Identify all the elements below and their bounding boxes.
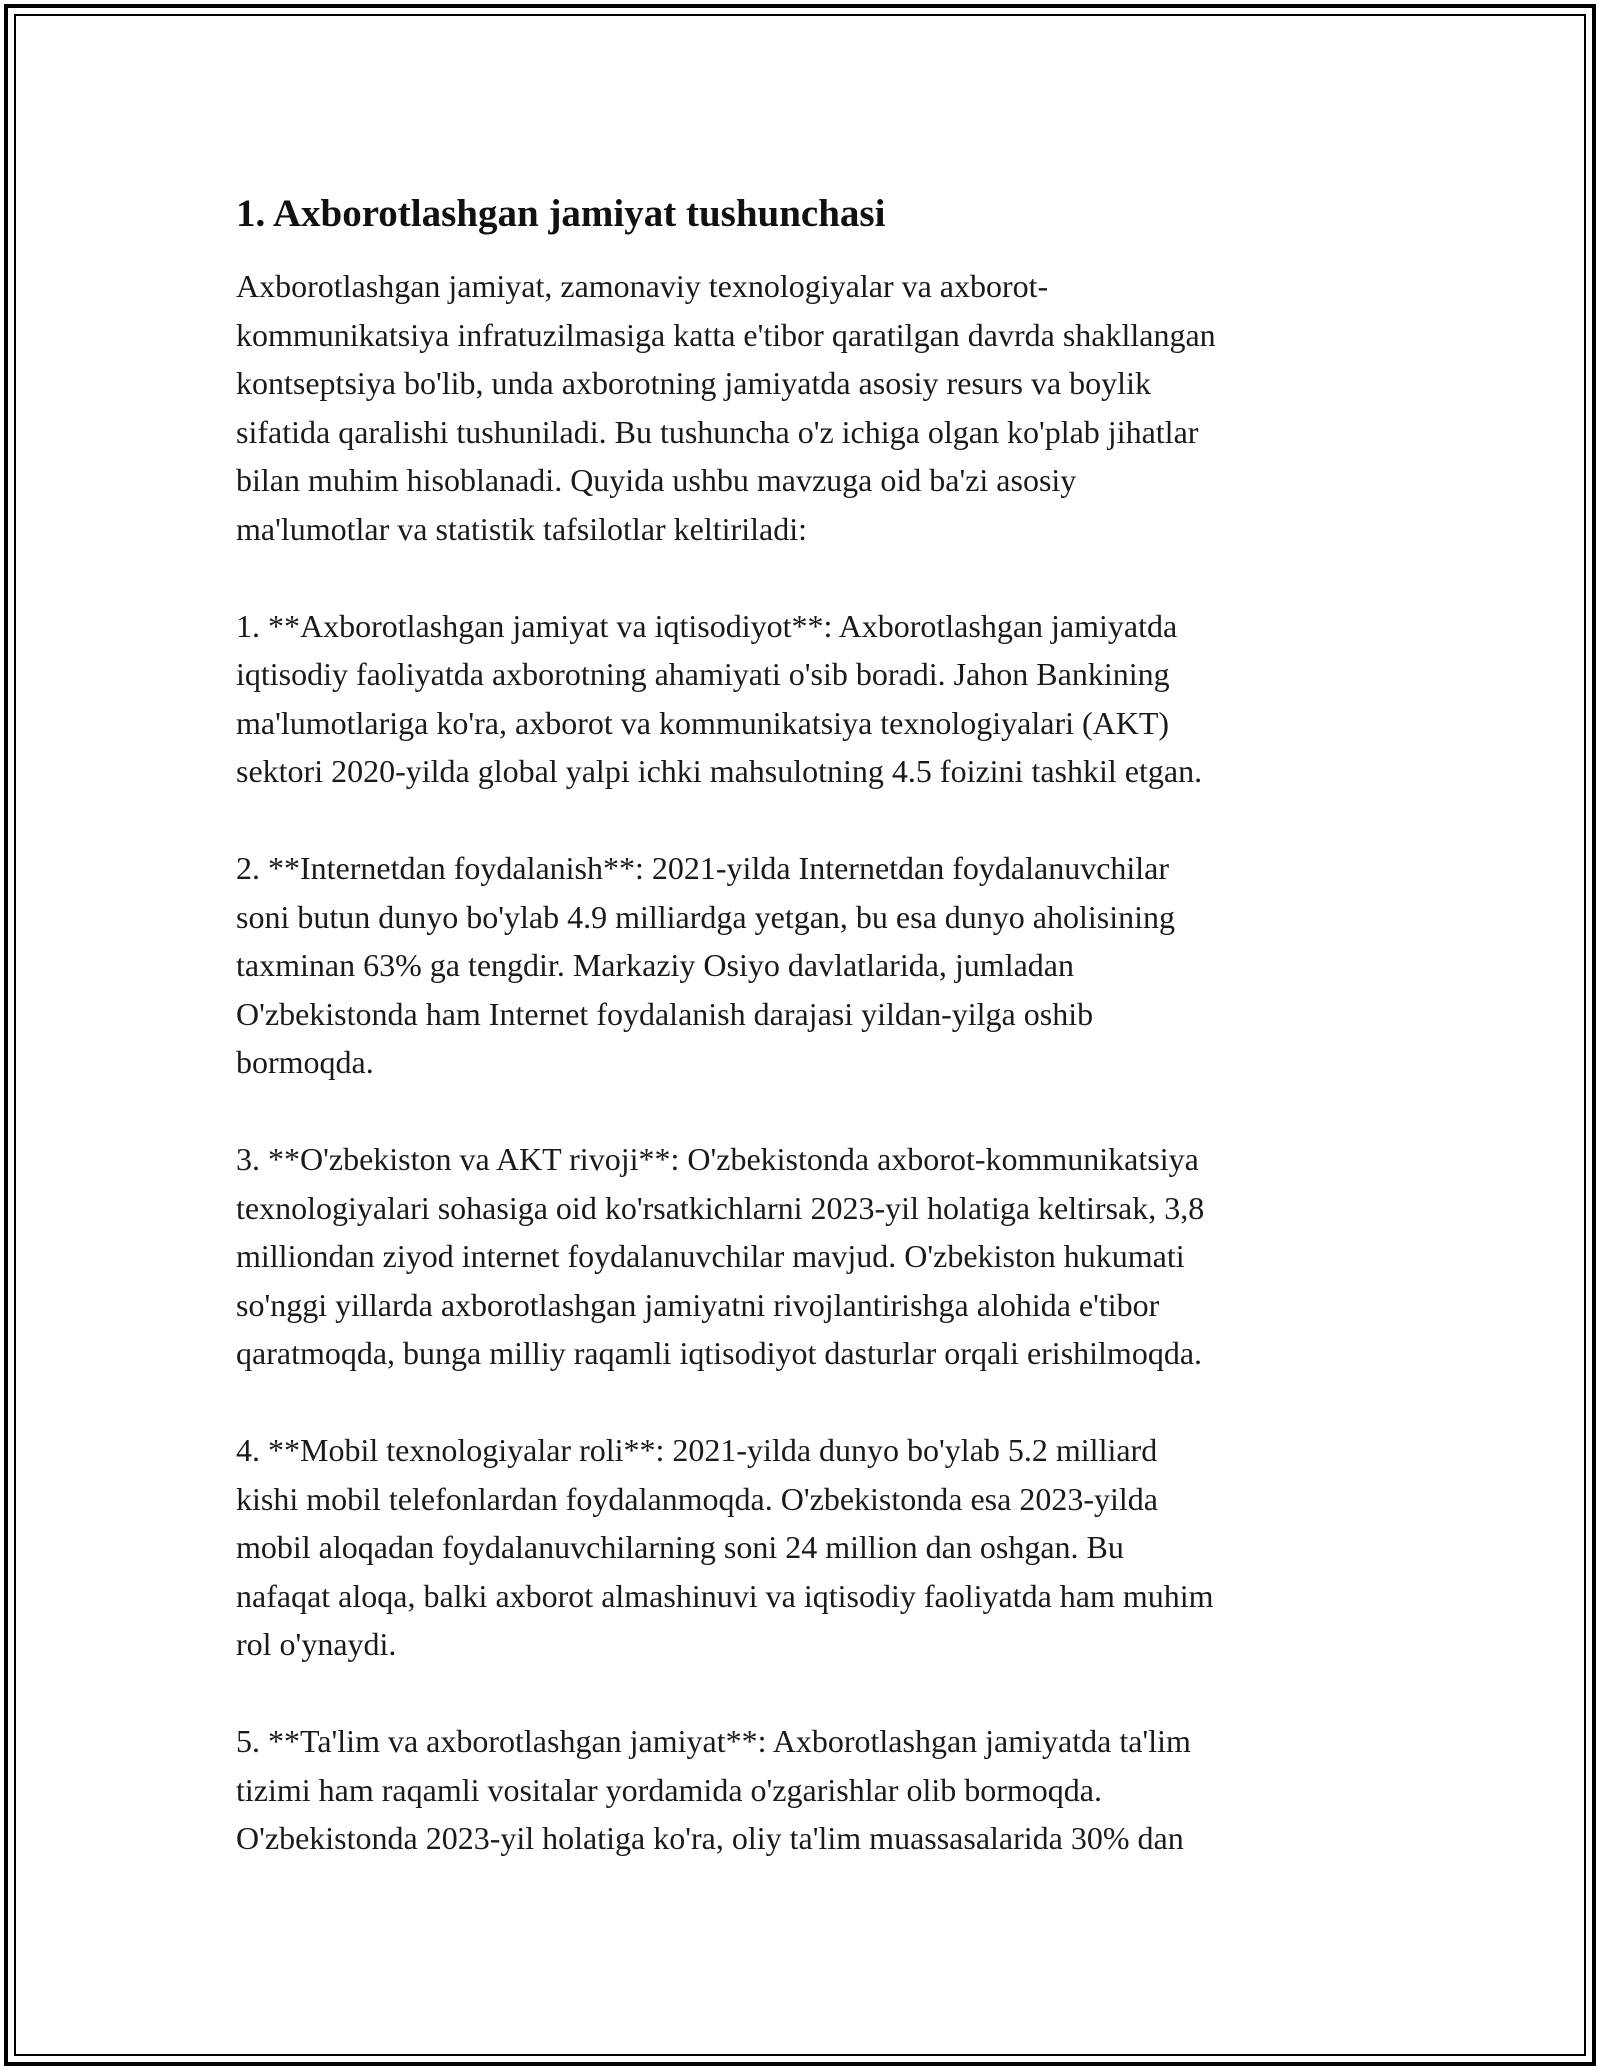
- paragraph-intro: Axborotlashgan jamiyat, zamonaviy texnologiyalar va axborot- kommunikatsiya infratuzilmasiga katta e'tibor qaratilgan davrda shakllangan kontseptsiya bo'lib, unda axborotning jamiyatda asosiy resurs va boylik sifatida qaralishi tushuniladi. Bu tushuncha o'z ichiga olgan ko'plab jihatlar bilan muhim hisoblanadi. Quyida ushbu mavzuga oid ba'zi asosiy ma'lumotlar va statistik tafsilotlar keltiriladi:: [236, 268, 1216, 547]
- paragraph-item-4: 4. **Mobil texnologiyalar roli**: 2021-yilda dunyo bo'ylab 5.2 milliard kishi mobil telefonlardan foydalanmoqda. O'zbekistonda esa 2023-yilda mobil aloqadan foydalanuvchilarning soni 24 million dan oshgan. Bu nafaqat aloqa, balki axborot almashinuvi va iqtisodiy faoliyatda ham muhim rol o'ynaydi.: [236, 1432, 1214, 1662]
- document-title: 1. Axborotlashgan jamiyat tushunchasi: [236, 192, 886, 235]
- document-body: [236, 186, 1376, 1911]
- paragraph-item-5: 5. **Ta'lim va axborotlashgan jamiyat**: Axborotlashgan jamiyatda ta'lim tizimi ham raqamli vositalar yordamida o'zgarishlar olib bormoqda. O'zbekistonda 2023-yil holatiga ko'ra, oliy ta'lim muassasalarida 30% dan: [236, 1723, 1191, 1856]
- paragraph-item-2: 2. **Internetdan foydalanish**: 2021-yilda Internetdan foydalanuvchilar soni butun dunyo bo'ylab 4.9 milliardga yetgan, bu esa dunyo aholisining taxminan 63% ga tengdir. Markaziy Osiyo davlatlarida, jumladan O'zbekistonda ham Internet foydalanish darajasi yildan-yilga oshib bormoqda.: [236, 850, 1175, 1080]
- paragraph-item-3: 3. **O'zbekiston va AKT rivoji**: O'zbekistonda axborot-kommunikatsiya texnologiyalari sohasiga oid ko'rsatkichlarni 2023-yil holatiga keltirsak, 3,8 milliondan ziyod internet foydalanuvchilar mavjud. O'zbekiston hukumati so'nggi yillarda axborotlashgan jamiyatni rivojlantirishga alohida e'tibor qaratmoqda, bunga milliy raqamli iqtisodiyot dasturlar orqali erishilmoqda.: [236, 1141, 1205, 1371]
- paragraph-item-1: 1. **Axborotlashgan jamiyat va iqtisodiyot**: Axborotlashgan jamiyatda iqtisodiy faoliyatda axborotning ahamiyati o'sib boradi. Jahon Bankining ma'lumotlariga ko'ra, axborot va kommunikatsiya texnologiyalari (AKT) sektori 2020-yilda global yalpi ichki mahsulotning 4.5 foizini tashkil etgan.: [236, 607, 1203, 789]
